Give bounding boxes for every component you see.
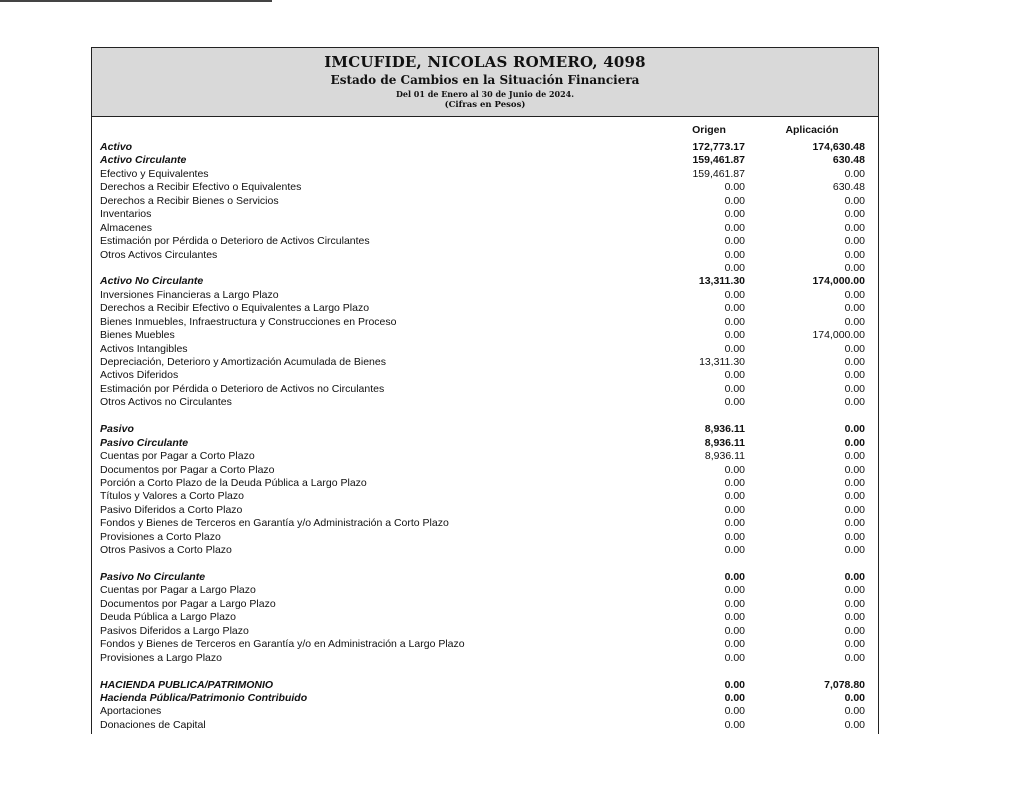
statement-subtitle: Estado de Cambios en la Situación Financiera <box>330 73 640 87</box>
aplicacion-value: 174,000.00 <box>812 329 865 342</box>
aplicacion-value: 0.00 <box>844 208 865 221</box>
table-row <box>92 679 878 692</box>
entity-title: IMCUFIDE, NICOLAS ROMERO, 4098 <box>324 53 646 71</box>
row-label: Efectivo y Equivalentes <box>100 167 209 180</box>
row-label: Donaciones de Capital <box>100 718 206 731</box>
row-label: Activos Diferidos <box>100 369 179 382</box>
origen-value: 0.00 <box>724 624 745 637</box>
origen-value: 0.00 <box>724 248 745 261</box>
row-label: Provisiones a Largo Plazo <box>100 651 222 664</box>
origen-value: 0.00 <box>724 691 745 704</box>
row-label: Fondos y Bienes de Terceros en Garantía y/o Administración a Corto Plazo <box>100 517 449 530</box>
table-row <box>92 141 878 154</box>
aplicacion-value: 0.00 <box>844 315 865 328</box>
aplicacion-value: 0.00 <box>844 651 865 664</box>
aplicacion-value: 0.00 <box>844 235 865 248</box>
table-row <box>92 154 878 167</box>
statement-units: (Cifras en Pesos) <box>444 100 526 110</box>
row-label: HACIENDA PUBLICA/PATRIMONIO <box>100 678 274 691</box>
table-row <box>92 369 878 382</box>
table-row <box>92 222 878 235</box>
row-label: Activo Circulante <box>100 154 187 167</box>
table-row <box>92 289 878 302</box>
aplicacion-value: 174,000.00 <box>812 275 865 288</box>
origen-value: 0.00 <box>724 235 745 248</box>
column-header-aplicacion: Aplicación <box>785 124 839 136</box>
row-label: Provisiones a Corto Plazo <box>100 530 221 543</box>
row-label: Cuentas por Pagar a Corto Plazo <box>100 450 255 463</box>
row-label: Inventarios <box>100 208 152 221</box>
row-label: Pasivo <box>100 423 134 436</box>
aplicacion-value: 0.00 <box>844 382 865 395</box>
row-label: Documentos por Pagar a Corto Plazo <box>100 463 275 476</box>
row-label: Deuda Pública a Largo Plazo <box>100 611 237 624</box>
aplicacion-value: 0.00 <box>844 369 865 382</box>
aplicacion-value: 0.00 <box>844 423 865 436</box>
table-row <box>92 517 878 530</box>
aplicacion-value: 0.00 <box>844 194 865 207</box>
aplicacion-value: 7,078.80 <box>824 678 865 691</box>
origen-value: 0.00 <box>724 329 745 342</box>
row-label: Derechos a Recibir Efectivo o Equivalentes a Largo Plazo <box>100 302 370 315</box>
row-label: Activo <box>100 141 133 153</box>
aplicacion-value: 0.00 <box>844 288 865 301</box>
aplicacion-value: 0.00 <box>844 436 865 449</box>
origen-value: 0.00 <box>724 396 745 409</box>
aplicacion-value: 0.00 <box>844 571 865 583</box>
row-label: Otros Activos Circulantes <box>100 248 218 261</box>
aplicacion-value: 0.00 <box>844 638 865 651</box>
row-label: Derechos a Recibir Efectivo o Equivalentes <box>100 181 302 194</box>
aplicacion-value: 0.00 <box>844 463 865 476</box>
table-row <box>92 652 878 665</box>
origen-value: 0.00 <box>724 315 745 328</box>
aplicacion-value: 0.00 <box>844 221 865 234</box>
row-label: Otros Activos no Circulantes <box>100 396 232 409</box>
origen-value: 8,936.11 <box>704 423 745 436</box>
table-row <box>92 705 878 718</box>
origen-value: 159,461.87 <box>692 167 745 180</box>
row-label: Depreciación, Deterioro y Amortización Acumulada de Bienes <box>100 356 386 368</box>
origen-value: 13,311.30 <box>699 356 745 368</box>
row-label: Hacienda Pública/Patrimonio Contribuido <box>100 691 308 704</box>
origen-value: 0.00 <box>724 382 745 395</box>
origen-value: 0.00 <box>724 651 745 664</box>
row-label: Activos Intangibles <box>100 342 188 355</box>
origen-value: 0.00 <box>724 476 745 489</box>
aplicacion-value: 630.48 <box>832 154 865 167</box>
row-label: Derechos a Recibir Bienes o Servicios <box>100 194 279 207</box>
row-label: Pasivos Diferidos a Largo Plazo <box>100 624 249 637</box>
origen-value: 0.00 <box>724 678 745 691</box>
row-label: Bienes Muebles <box>100 329 175 342</box>
table-row <box>92 316 878 329</box>
table-row <box>92 181 878 194</box>
financial-statement <box>91 47 879 734</box>
table-row <box>92 383 878 396</box>
aplicacion-value: 0.00 <box>844 584 865 597</box>
table-row <box>92 625 878 638</box>
aplicacion-value: 0.00 <box>844 248 865 261</box>
origen-value: 0.00 <box>724 342 745 355</box>
origen-value: 0.00 <box>724 463 745 476</box>
table-row <box>92 719 878 732</box>
row-label: Porción a Corto Plazo de la Deuda Pública a Largo Plazo <box>100 476 367 489</box>
statement-header <box>92 48 878 117</box>
table-row <box>92 275 878 288</box>
origen-value: 0.00 <box>724 597 745 610</box>
aplicacion-value: 0.00 <box>844 530 865 543</box>
aplicacion-value: 0.00 <box>844 517 865 530</box>
aplicacion-value: 0.00 <box>844 450 865 463</box>
origen-value: 0.00 <box>724 208 745 221</box>
row-label: Estimación por Pérdida o Deterioro de Activos Circulantes <box>100 235 370 248</box>
table-row <box>92 208 878 221</box>
row-label: Pasivo Diferidos a Corto Plazo <box>100 503 243 516</box>
table-row <box>92 356 878 369</box>
origen-value: 0.00 <box>724 584 745 597</box>
table-row <box>92 665 878 678</box>
aplicacion-value: 0.00 <box>844 490 865 503</box>
table-row <box>92 611 878 624</box>
table-row <box>92 490 878 503</box>
origen-value: 0.00 <box>724 288 745 301</box>
table-row <box>92 343 878 356</box>
table-row <box>92 302 878 315</box>
aplicacion-value: 0.00 <box>844 624 865 637</box>
origen-value: 0.00 <box>724 181 745 194</box>
aplicacion-value: 0.00 <box>844 356 865 368</box>
origen-value: 172,773.17 <box>692 141 745 153</box>
origen-value: 0.00 <box>724 503 745 516</box>
row-label: Títulos y Valores a Corto Plazo <box>100 490 244 503</box>
aplicacion-value: 0.00 <box>844 476 865 489</box>
table-row <box>92 396 878 409</box>
table-row <box>92 168 878 181</box>
column-header-origen: Origen <box>692 124 726 136</box>
origen-value: 0.00 <box>724 221 745 234</box>
row-label: Documentos por Pagar a Largo Plazo <box>100 597 276 610</box>
origen-value: 0.00 <box>724 490 745 503</box>
origen-value: 0.00 <box>724 718 745 731</box>
table-row <box>92 249 878 262</box>
origen-value: 0.00 <box>724 705 745 718</box>
table-row <box>92 584 878 597</box>
origen-value: 159,461.87 <box>692 154 745 167</box>
origen-value: 0.00 <box>724 611 745 624</box>
origen-value: 8,936.11 <box>704 450 745 463</box>
table-row <box>92 410 878 423</box>
origen-value: 0.00 <box>724 369 745 382</box>
statement-rows <box>92 141 878 732</box>
table-row <box>92 464 878 477</box>
row-label: Otros Pasivos a Corto Plazo <box>100 544 232 557</box>
table-row <box>92 531 878 544</box>
row-label: Aportaciones <box>100 705 162 718</box>
table-row <box>92 638 878 651</box>
row-label: Activo No Circulante <box>100 275 204 288</box>
table-row <box>92 329 878 342</box>
aplicacion-value: 0.00 <box>844 261 865 274</box>
origen-value: 0.00 <box>724 638 745 651</box>
table-row <box>92 558 878 571</box>
origen-value: 0.00 <box>724 544 745 557</box>
table-row <box>92 450 878 463</box>
table-row <box>92 262 878 275</box>
row-label: Cuentas por Pagar a Largo Plazo <box>100 584 256 597</box>
origen-value: 8,936.11 <box>704 436 745 449</box>
aplicacion-value: 0.00 <box>844 167 865 180</box>
origen-value: 0.00 <box>724 517 745 530</box>
origen-value: 0.00 <box>724 302 745 315</box>
aplicacion-value: 0.00 <box>844 342 865 355</box>
table-row <box>92 692 878 705</box>
origen-value: 0.00 <box>724 530 745 543</box>
table-row <box>92 571 878 584</box>
aplicacion-value: 630.48 <box>832 181 865 194</box>
table-row <box>92 544 878 557</box>
origen-value: 0.00 <box>724 194 745 207</box>
row-label: Fondos y Bienes de Terceros en Garantía y/o en Administración a Largo Plazo <box>100 638 465 651</box>
row-label: Inversiones Financieras a Largo Plazo <box>100 288 279 301</box>
origen-value: 0.00 <box>724 571 745 583</box>
aplicacion-value: 0.00 <box>844 718 865 731</box>
aplicacion-value: 0.00 <box>844 691 865 704</box>
statement-period: Del 01 de Enero al 30 de Junio de 2024. <box>395 89 575 99</box>
aplicacion-value: 0.00 <box>844 705 865 718</box>
row-label: Almacenes <box>100 221 152 234</box>
table-row <box>92 477 878 490</box>
aplicacion-value: 0.00 <box>844 503 865 516</box>
aplicacion-value: 0.00 <box>844 597 865 610</box>
aplicacion-value: 0.00 <box>844 544 865 557</box>
row-label: Estimación por Pérdida o Deterioro de Activos no Circulantes <box>100 382 385 395</box>
table-row <box>92 437 878 450</box>
aplicacion-value: 0.00 <box>844 302 865 315</box>
table-row <box>92 598 878 611</box>
row-label: Pasivo No Circulante <box>100 571 206 583</box>
aplicacion-value: 174,630.48 <box>812 141 865 153</box>
row-label: Pasivo Circulante <box>100 436 189 449</box>
table-row <box>92 423 878 436</box>
scan-edge-line <box>0 0 272 2</box>
table-row <box>92 504 878 517</box>
aplicacion-value: 0.00 <box>844 396 865 409</box>
table-row <box>92 195 878 208</box>
table-row <box>92 235 878 248</box>
origen-value: 13,311.30 <box>698 275 745 288</box>
aplicacion-value: 0.00 <box>844 611 865 624</box>
origen-value: 0.00 <box>724 261 745 274</box>
row-label: Bienes Inmuebles, Infraestructura y Construcciones en Proceso <box>100 315 397 328</box>
